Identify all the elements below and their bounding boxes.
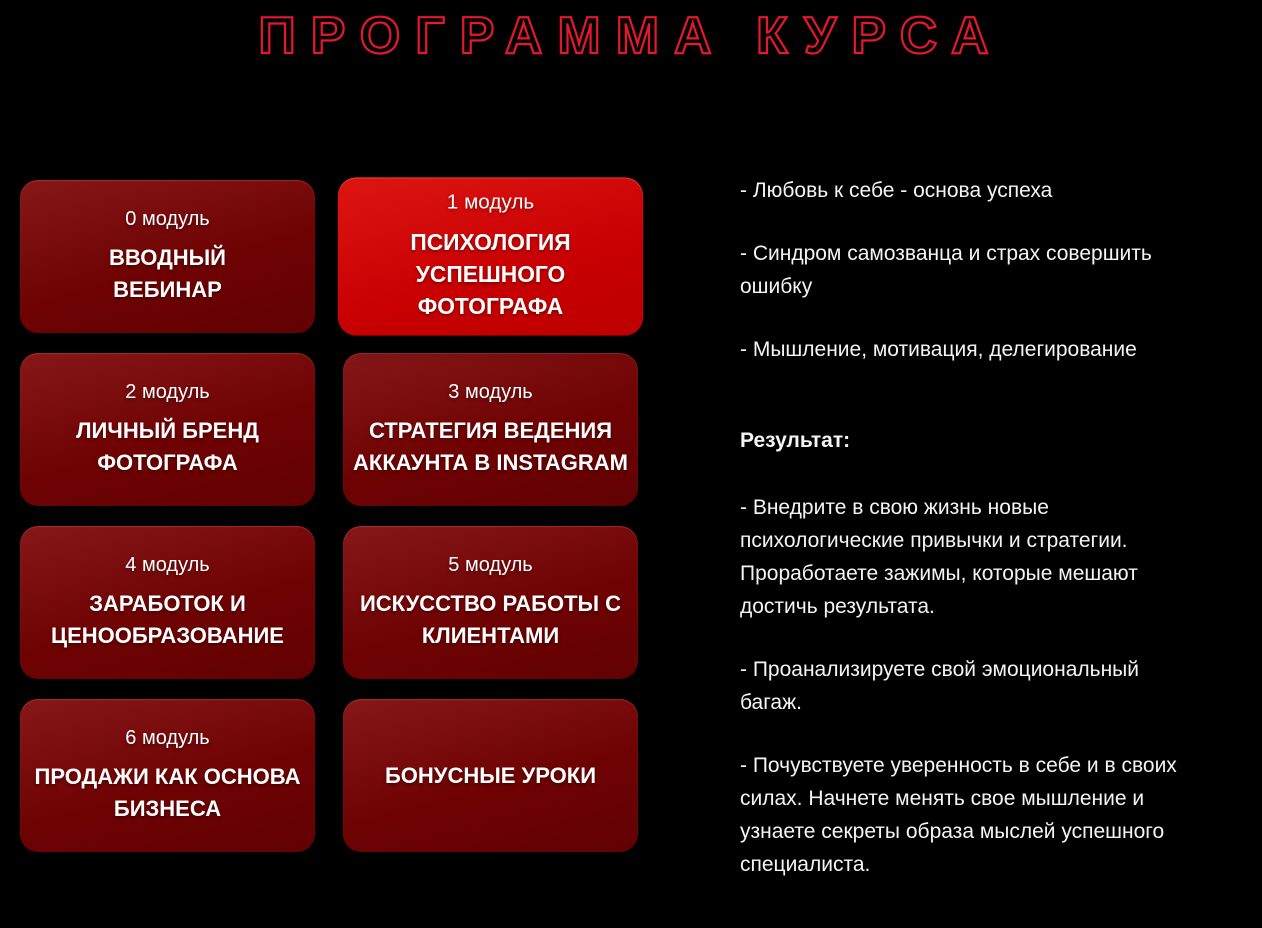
topic-item: - Мышление, мотивация, делегирование [740, 338, 1137, 361]
result-heading: Результат: [740, 429, 851, 452]
module-card-bonus[interactable] [343, 699, 638, 852]
module-title: БОНУСНЫЕ УРОКИ [384, 762, 597, 788]
module-number-label: 5 модуль [448, 554, 533, 577]
module-title: ЛИЧНЫЙ БРЕНД ФОТОГРАФА [76, 418, 259, 475]
module-title: ВВОДНЫЙ ВЕБИНАР [109, 245, 226, 302]
result-item: - Проанализируете свой эмоциональный багаж. [740, 658, 1139, 714]
module-title: ПСИХОЛОГИЯ УСПЕШНОГО ФОТОГРАФА [410, 228, 571, 320]
module-number-label: 6 модуль [125, 727, 210, 750]
module-card-6[interactable] [20, 699, 315, 852]
module-card-4[interactable] [20, 526, 315, 679]
result-item: - Внедрите в свою жизнь новые психологические привычки и стратегии. Проработаете зажимы, которые мешают достичь результата. [740, 496, 1138, 618]
module-card-2[interactable] [20, 353, 315, 506]
module-number-label: 1 модуль [446, 190, 535, 214]
module-details-panel [740, 174, 1205, 911]
result-item: - Почувствуете уверенность в себе и в своих силах. Начнете менять свое мышление и узнаете секреты образа мыслей успешного специалиста. [740, 754, 1177, 876]
module-title: СТРАТЕГИЯ ВЕДЕНИЯ АККАУНТА В INSTAGRAM [353, 418, 628, 475]
module-number-label: 0 модуль [125, 208, 210, 231]
modules-grid [20, 180, 638, 852]
module-number-label: 4 модуль [125, 554, 210, 577]
module-card-1-active[interactable] [338, 177, 643, 335]
module-card-3[interactable] [343, 353, 638, 506]
topic-item: - Любовь к себе - основа успеха [740, 179, 1053, 202]
module-card-5[interactable] [343, 526, 638, 679]
module-title: ПРОДАЖИ КАК ОСНОВА БИЗНЕСА [34, 764, 301, 821]
page-title: ПРОГРАММА КУРСА [258, 7, 1004, 65]
topic-item: - Синдром самозванца и страх совершить ошибку [740, 242, 1152, 298]
module-number-label: 2 модуль [125, 381, 210, 404]
module-number-label: 3 модуль [448, 381, 533, 404]
module-title: ИСКУССТВО РАБОТЫ С КЛИЕНТАМИ [359, 591, 622, 648]
module-card-0[interactable] [20, 180, 315, 333]
module-title: ЗАРАБОТОК И ЦЕНООБРАЗОВАНИЕ [51, 591, 284, 648]
